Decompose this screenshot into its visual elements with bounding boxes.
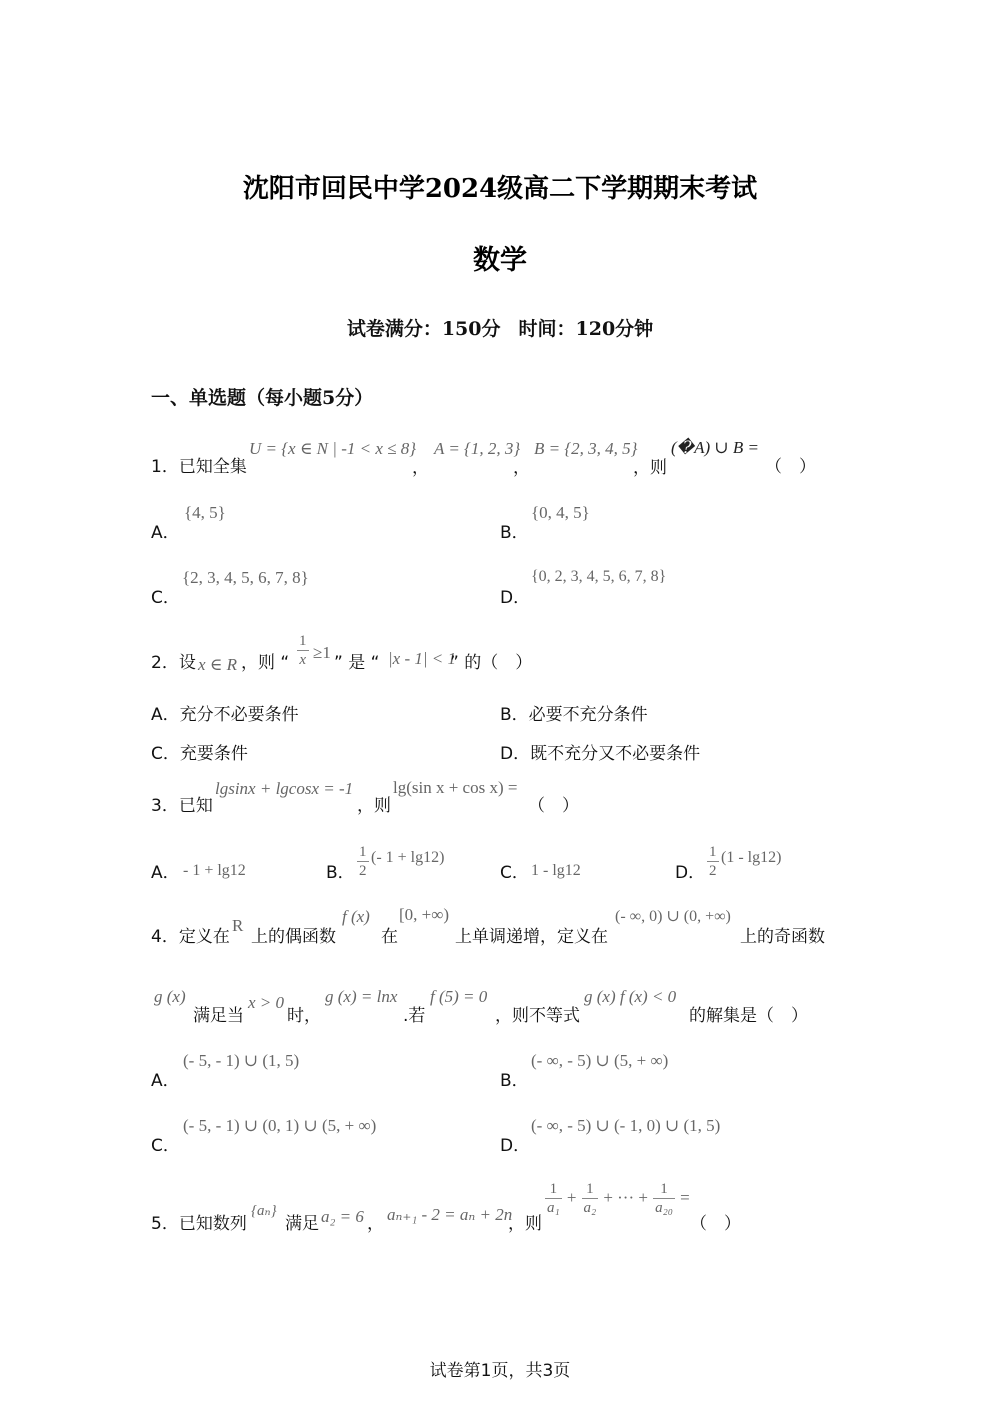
q1-answer-paren: （ ） bbox=[765, 457, 816, 477]
q5-then: ，则 bbox=[508, 1214, 542, 1234]
q3-option-d-frac: $\frac{1}{2}$ bbox=[709, 844, 717, 879]
q4-text-1: 上的偶函数 bbox=[251, 927, 336, 947]
q5-text-1: 满足 bbox=[285, 1214, 319, 1234]
q4-option-b-value: (- ∞, - 5) ∪ (5, + ∞) bbox=[531, 1051, 669, 1070]
q1-option-d-label[interactable]: D． bbox=[500, 588, 531, 608]
q2-condition: x ∈ R bbox=[198, 655, 238, 674]
q1-option-a-value: {4, 5} bbox=[184, 503, 226, 522]
q3-option-d-value: (1 - lg12) bbox=[721, 849, 782, 866]
q1-set-u: U = {x ∈ N | -1 < x ≤ 8} bbox=[249, 439, 416, 458]
subject-title: 数学 bbox=[473, 245, 527, 276]
q4-x-positive: x > 0 bbox=[248, 993, 285, 1012]
q3-then: ，则 bbox=[357, 796, 391, 816]
q2-mid: ” 是 “ bbox=[334, 653, 380, 673]
q1-sep1: ， bbox=[412, 458, 429, 478]
q3-option-b-label[interactable]: B． bbox=[326, 863, 355, 883]
q3-option-b-value: (- 1 + lg12) bbox=[371, 849, 445, 866]
q3-option-b-frac: $\frac{1}{2}$ bbox=[359, 844, 367, 879]
q4-text-9: 的解集是（ ） bbox=[689, 1006, 808, 1026]
section-title: 一、单选题（每小题5分） bbox=[151, 387, 374, 409]
q3-given: lgsinx + lgcosx = -1 bbox=[215, 779, 354, 798]
q5-answer-paren: （ ） bbox=[690, 1214, 741, 1234]
q1-stem: 1．已知全集 bbox=[151, 457, 247, 477]
q2-abs-inequality: |x - 1| < 1 bbox=[388, 649, 457, 668]
q4-option-c-value: (- 5, - 1) ∪ (0, 1) ∪ (5, + ∞) bbox=[183, 1116, 377, 1135]
q5-sum-expression: $\frac{1}{\text{a₁}}$ + $\frac{1}{\text{a₂}}$ + ··· + $\frac{1}{\text{a₂₀}}$ = bbox=[547, 1181, 690, 1216]
q5-sep: ， bbox=[367, 1214, 384, 1234]
q4-lead: 4．定义在 bbox=[151, 927, 230, 947]
q3-option-d-label[interactable]: D． bbox=[675, 863, 706, 883]
q1-set-b: B = {2, 3, 4, 5} bbox=[534, 439, 638, 458]
q4-text-8: ，则不等式 bbox=[495, 1006, 580, 1026]
q1-option-c-value: {2, 3, 4, 5, 6, 7, 8} bbox=[182, 568, 309, 587]
q3-option-c-value: 1 - lg12 bbox=[531, 862, 581, 879]
q1-option-c-label[interactable]: C． bbox=[151, 588, 180, 608]
q3-option-a-label[interactable]: A． bbox=[151, 863, 180, 883]
q3-expression: lg(sin x + cos x) = bbox=[393, 778, 518, 797]
q4-f5: f (5) = 0 bbox=[430, 987, 488, 1006]
q4-option-d-label[interactable]: D． bbox=[500, 1136, 531, 1156]
q2-fraction: $\frac{1}{x}$ bbox=[299, 633, 307, 668]
q4-option-d-value: (- ∞, - 5) ∪ (- 1, 0) ∪ (1, 5) bbox=[531, 1116, 721, 1135]
score-info: 试卷满分：150分 bbox=[346, 318, 501, 340]
q2-option-d[interactable]: D．既不充分又不必要条件 bbox=[500, 744, 701, 764]
q1-expression: (�A) ∪ B = bbox=[671, 438, 759, 457]
q1-option-b-label[interactable]: B． bbox=[500, 523, 529, 543]
q5-recurrence: aₙ₊₁ - 2 = aₙ + 2n bbox=[387, 1205, 513, 1224]
q3-lead: 3．已知 bbox=[151, 796, 213, 816]
q5-a2: a₂ = 6 bbox=[321, 1207, 364, 1226]
q4-option-a-label[interactable]: A． bbox=[151, 1071, 180, 1091]
q3-answer-paren: （ ） bbox=[528, 796, 579, 816]
q4-interval-1: [0, +∞) bbox=[399, 905, 450, 924]
page-footer: 试卷第1页，共3页 bbox=[429, 1361, 571, 1381]
q4-option-a-value: (- 5, - 1) ∪ (1, 5) bbox=[183, 1051, 300, 1070]
time-info: 时间：120分钟 bbox=[518, 318, 654, 340]
q4-text-5: 满足当 bbox=[193, 1006, 244, 1026]
q4-option-b-label[interactable]: B． bbox=[500, 1071, 529, 1091]
q3-option-c-label[interactable]: C． bbox=[500, 863, 529, 883]
exam-meta bbox=[0, 314, 1000, 341]
q4-text-2: 在 bbox=[381, 927, 398, 947]
q4-text-3: 上单调递增，定义在 bbox=[455, 927, 608, 947]
q4-interval-2: (- ∞, 0) ∪ (0, +∞) bbox=[615, 908, 731, 925]
q2-option-b[interactable]: B．必要不充分条件 bbox=[500, 705, 648, 725]
q2-then: ，则 “ bbox=[241, 653, 290, 673]
q1-option-d-value: {0, 2, 3, 4, 5, 6, 7, 8} bbox=[531, 568, 667, 585]
q5-lead: 5．已知数列 bbox=[151, 1214, 247, 1234]
q4-text-4: 上的奇函数 bbox=[740, 927, 825, 947]
exam-title: 沈阳市回民中学2024级高二下学期期末考试 bbox=[242, 174, 758, 204]
q1-option-b-value: {0, 4, 5} bbox=[531, 503, 590, 522]
q2-end: ” 的（ ） bbox=[450, 653, 533, 673]
q1-option-a-label[interactable]: A． bbox=[151, 523, 180, 543]
q2-lead: 2．设 bbox=[151, 653, 196, 673]
q2-option-c[interactable]: C．充要条件 bbox=[151, 744, 248, 764]
q4-text-6: 时， bbox=[287, 1006, 321, 1026]
q3-option-a-value: - 1 + lg12 bbox=[183, 862, 246, 879]
q4-option-c-label[interactable]: C． bbox=[151, 1136, 180, 1156]
q4-g-definition: g (x) = lnx bbox=[325, 987, 398, 1006]
q1-sep2: ， bbox=[513, 458, 530, 478]
q1-set-a: A = {1, 2, 3} bbox=[434, 439, 521, 458]
q1-then: ，则 bbox=[633, 458, 667, 478]
q4-g: g (x) bbox=[154, 987, 186, 1006]
q4-text-7: .若 bbox=[403, 1006, 426, 1026]
q2-option-a[interactable]: A．充分不必要条件 bbox=[151, 705, 299, 725]
q4-inequality: g (x) f (x) < 0 bbox=[584, 987, 677, 1006]
q4-f: f (x) bbox=[342, 907, 370, 926]
q4-real-set: R bbox=[232, 916, 244, 935]
q5-sequence: {aₙ} bbox=[251, 1203, 277, 1219]
q2-ge: ≥1 bbox=[313, 643, 331, 662]
